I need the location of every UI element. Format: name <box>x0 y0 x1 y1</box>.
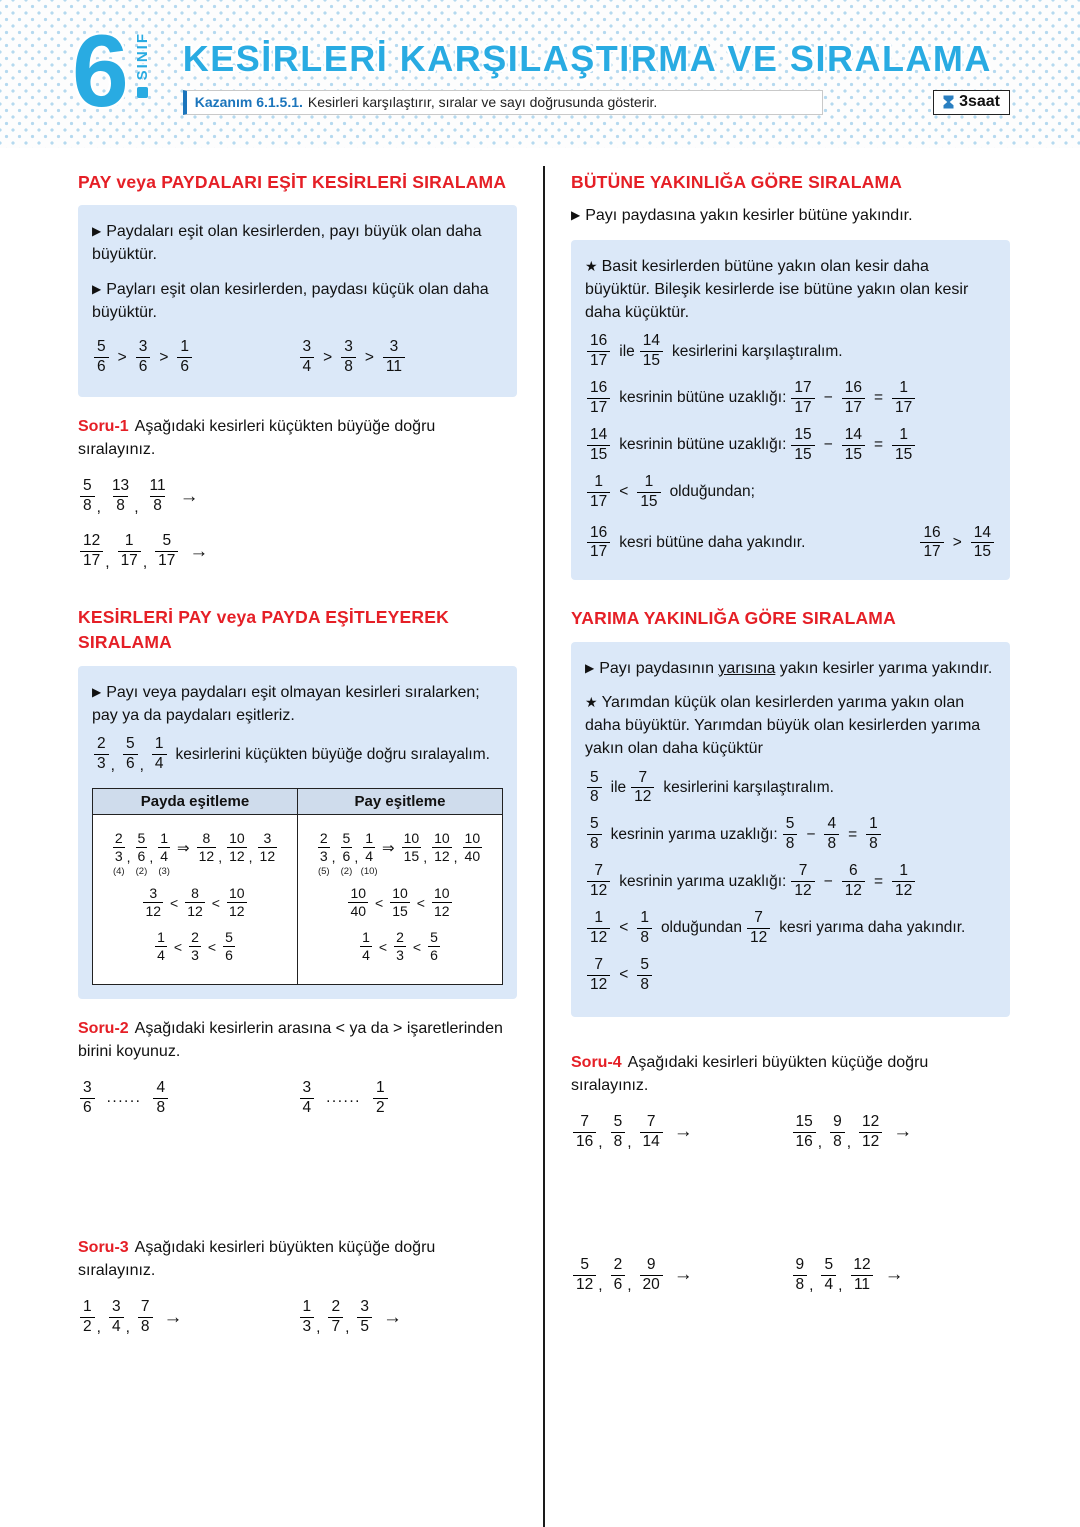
star-item <box>585 256 996 324</box>
math-token: kesirlerini karşılaştıralım. <box>663 778 834 796</box>
fraction: $\frac{12}{12}$ <box>859 1113 882 1152</box>
fraction: $\frac{7}{8}$ <box>138 1298 153 1337</box>
example-fraction-rows <box>92 332 503 383</box>
info-box-equal-parts <box>78 205 517 397</box>
fraction: $\frac{3}{4}$ <box>300 338 315 377</box>
section-heading-equalize: KESİRLERİ PAY veya PAYDA EŞİTLEYEREK SIRALAMA <box>78 607 449 653</box>
math-token: − <box>823 389 833 407</box>
fraction: $\frac{3}{5}$ <box>357 1298 372 1337</box>
bullet-text: Payı veya paydaları eşit olmayan kesirleri sıralarken; pay ya da paydaları eşitleriz. <box>92 683 480 724</box>
math-token: = <box>873 436 884 454</box>
math-token: < <box>619 919 629 937</box>
math-token: = <box>873 872 883 890</box>
fraction: $\frac{10}{12}$ <box>229 830 245 865</box>
fraction: $\frac{8}{12}$ <box>187 885 203 920</box>
fraction-line <box>301 885 499 920</box>
kazanim-bar <box>183 90 823 115</box>
question-3-fractions <box>78 1292 517 1343</box>
fraction: $\frac{15}{16}$ <box>793 1113 816 1152</box>
fraction: $\frac{14}{15}$ <box>842 426 865 465</box>
math-token: < <box>378 938 388 955</box>
fraction: $\frac{1}{4}$ <box>152 735 167 774</box>
fraction: $\frac{5}{17}$ <box>155 532 178 571</box>
result-comparison <box>918 524 996 563</box>
math-token: , <box>316 1319 321 1337</box>
fraction: $\frac{17}{17}$ <box>791 379 814 418</box>
star-icon: ★ <box>585 258 598 275</box>
bullet-text-underlined: yarısına <box>718 659 776 677</box>
math-token: , <box>218 849 223 866</box>
duration-badge <box>933 90 1010 115</box>
right-column <box>571 166 1010 1527</box>
math-token: kesirlerini karşılaştıralım. <box>672 342 843 360</box>
fraction: $\frac{14}{15}$ <box>640 332 663 371</box>
math-token: , <box>96 498 101 516</box>
section-heading-half: YARIMA YAKINLIĞA GÖRE SIRALAMA <box>571 608 896 629</box>
math-token: kesri yarıma daha yakındır. <box>779 919 966 937</box>
fraction: $\frac{1}{4}$ <box>362 929 370 964</box>
distance-line <box>585 862 996 901</box>
bullet-text-pre: Payı paydasının <box>599 659 719 677</box>
fraction-line <box>298 338 504 377</box>
math-token: , <box>139 756 144 774</box>
fraction: $\frac{9}{8}$ <box>793 1256 808 1295</box>
fraction: $\frac{5}{6}$ <box>225 929 233 964</box>
bullet-item <box>92 682 503 727</box>
fraction: $\frac{16}{17}$ <box>587 379 610 418</box>
fraction: $\frac{2}{6}$ <box>611 1256 626 1295</box>
fraction: $\frac{7}{14}$ <box>640 1113 663 1152</box>
triangle-bullet-icon: ▶ <box>92 224 102 239</box>
fraction: $\frac{10}{12}$ <box>228 885 245 920</box>
math-token: , <box>846 1134 851 1152</box>
math-token: < <box>173 938 183 955</box>
info-box-equalize <box>78 666 517 999</box>
math-token: → <box>893 1121 913 1143</box>
fraction: $\frac{1}{3}$ <box>300 1298 315 1337</box>
math-token: → <box>383 1306 402 1328</box>
fraction: $\frac{7}{12}$ <box>791 862 814 901</box>
table-header-pay: Pay eşitleme <box>298 789 503 815</box>
math-token: < <box>619 483 629 501</box>
content-columns <box>0 148 1080 1527</box>
fraction: $\frac{5}{8}$ <box>80 477 95 516</box>
fraction: $\frac{9}{20}$ <box>640 1256 663 1295</box>
multiplier-label: (10) <box>360 866 378 878</box>
math-token: , <box>105 553 110 571</box>
kazanim-row <box>183 90 1010 115</box>
column-divider <box>543 166 545 1527</box>
distance-line <box>585 379 996 418</box>
fraction: $\frac{5}{6}$ <box>430 929 438 964</box>
fraction: $\frac{3}{12}$ <box>145 885 162 920</box>
fraction: $\frac{3}{6}$ <box>80 1079 95 1118</box>
fraction: $\frac{1}{12}$ <box>587 909 610 948</box>
fraction: $\frac{1}{2}$ <box>80 1298 95 1337</box>
fraction: $\frac{1}{8}$ <box>637 909 652 948</box>
math-token: < <box>211 894 220 911</box>
math-token: , <box>627 1277 632 1295</box>
fraction: $\frac{15}{15}$ <box>791 426 814 465</box>
fraction: $\frac{4}{8}$ <box>824 815 839 854</box>
fraction: $\frac{1}{15}$ <box>892 426 915 465</box>
multiplier-label: (2) <box>135 866 148 878</box>
question-1 <box>78 415 517 461</box>
fraction: $\frac{1}{17}$ <box>587 473 610 512</box>
math-token: > <box>364 348 374 366</box>
question-text: Aşağıdaki kesirlerin arasına < ya da > işaretlerinden birini koyunuz. <box>78 1019 503 1060</box>
fraction: $\frac{5}{6}$ <box>94 338 109 377</box>
question-label: Soru-4 <box>571 1053 622 1071</box>
math-token: → <box>673 1121 693 1143</box>
fraction: $\frac{10}{15}$ <box>392 885 408 920</box>
math-token: ...... <box>326 1089 361 1107</box>
fraction: $\frac{1}{15}$ <box>637 473 660 512</box>
table-cell-payda <box>93 815 298 984</box>
multiplier-label: (3) <box>158 866 170 878</box>
triangle-bullet-icon: ▶ <box>571 208 581 223</box>
triangle-bullet-icon: ▶ <box>585 660 595 675</box>
conclusion-line <box>585 909 996 948</box>
math-token: kesrinin bütüne uzaklığı: <box>619 389 787 407</box>
question-text: Aşağıdaki kesirleri küçükten büyüğe doğru sıralayınız. <box>78 418 436 459</box>
question-text: Aşağıdaki kesirleri büyükten küçüğe doğru sıralayınız. <box>571 1053 929 1094</box>
fraction: $\frac{2}{7}$ <box>328 1298 343 1337</box>
fraction: $\frac{3}{8}$ <box>341 338 356 377</box>
fraction-line <box>92 338 298 377</box>
fraction-line <box>96 830 294 878</box>
fraction: $\frac{12}{11}$ <box>850 1256 873 1295</box>
bullet-item <box>571 205 1010 228</box>
math-token: → <box>884 1264 904 1286</box>
math-token: olduğundan; <box>669 483 755 501</box>
math-token: kesri bütüne daha yakındır. <box>619 533 806 551</box>
bullet-text: Payı paydasına yakın kesirler bütüne yakındır. <box>585 207 913 225</box>
math-token: , <box>838 1277 843 1295</box>
math-token: , <box>453 849 458 866</box>
fraction: $\frac{5}{12}$ <box>573 1256 596 1295</box>
fraction: $\frac{2}{3}$ <box>396 929 404 964</box>
bullet-text: Paydaları eşit olan kesirlerden, payı büyük olan daha büyüktür. <box>92 223 482 264</box>
math-token: < <box>412 938 422 955</box>
question-text: Aşağıdaki kesirleri büyükten küçüğe doğru sıralayınız. <box>78 1238 436 1279</box>
fraction: $\frac{16}{17}$ <box>920 524 943 563</box>
grade-label-block <box>134 30 151 98</box>
section-heading-whole: BÜTÜNE YAKINLIĞA GÖRE SIRALAMA <box>571 172 903 192</box>
fraction: $\frac{3}{4}$ <box>300 1079 315 1118</box>
duration-label: 3saat <box>959 93 1000 110</box>
fraction: $\frac{14}{15}$ <box>971 524 994 563</box>
fraction: 2 3 (4) <box>112 830 125 878</box>
math-token: > <box>117 348 127 366</box>
question-3-block <box>78 1236 517 1343</box>
math-token: kesrinin yarıma uzaklığı: <box>610 825 778 843</box>
fraction: 5 6 (2) <box>340 830 353 878</box>
multiplier-label: (2) <box>340 866 353 878</box>
math-token: , <box>248 849 253 866</box>
result-row <box>585 520 996 567</box>
question-4-block <box>571 1051 1010 1301</box>
math-token: = <box>848 825 858 843</box>
math-token: − <box>823 436 833 454</box>
math-token: , <box>598 1134 603 1152</box>
fraction: $\frac{7}{12}$ <box>587 862 610 901</box>
fraction: 1 4 (10) <box>360 830 378 878</box>
result-comparison <box>585 956 996 995</box>
math-token: , <box>598 1277 603 1295</box>
multiplier-label: (4) <box>112 866 125 878</box>
comparison-table <box>92 788 503 984</box>
fraction: $\frac{10}{15}$ <box>403 830 420 865</box>
fraction: 1 4 (3) <box>158 830 170 878</box>
page-header <box>0 0 1080 148</box>
fraction: $\frac{7}{12}$ <box>587 956 610 995</box>
math-token: < <box>207 938 217 955</box>
math-token: = <box>873 389 884 407</box>
math-token: , <box>149 849 154 866</box>
fraction: $\frac{1}{4}$ <box>157 929 165 964</box>
fraction: $\frac{3}{12}$ <box>259 830 276 865</box>
math-token: kesrinin yarıma uzaklığı: <box>619 872 787 890</box>
fraction-line <box>791 1256 1011 1295</box>
math-token: < <box>619 966 629 984</box>
math-token: ...... <box>106 1089 142 1107</box>
fraction: $\frac{16}{17}$ <box>587 524 610 563</box>
math-token: > <box>952 533 962 551</box>
math-token: < <box>170 894 179 911</box>
question-label: Soru-2 <box>78 1019 129 1037</box>
fraction: $\frac{13}{8}$ <box>111 477 130 515</box>
math-token: ⇒ <box>177 839 190 857</box>
triangle-bullet-icon: ▶ <box>92 281 102 296</box>
fraction: $\frac{2}{3}$ <box>191 929 199 964</box>
left-column <box>78 166 517 1527</box>
math-token: , <box>110 756 115 774</box>
fraction: $\frac{5}{6}$ <box>123 735 138 774</box>
info-box-whole <box>571 240 1010 580</box>
fraction: 2 3 (5) <box>317 830 330 878</box>
math-token: → <box>189 540 209 562</box>
math-token: , <box>331 849 336 866</box>
fraction: 5 6 (2) <box>135 830 148 878</box>
fraction: $\frac{7}{12}$ <box>631 769 654 808</box>
fraction-line <box>78 1298 298 1337</box>
table-header-payda: Payda eşitleme <box>93 789 298 815</box>
bullet-item <box>585 658 996 681</box>
math-token: , <box>134 498 139 516</box>
bullet-item <box>92 221 503 266</box>
fraction-line <box>96 929 294 964</box>
header-main <box>183 0 1010 115</box>
math-token: ile <box>610 778 627 796</box>
hourglass-icon <box>943 95 954 110</box>
fraction-line <box>301 929 499 964</box>
result-text-line <box>585 524 808 563</box>
fraction: $\frac{10}{40}$ <box>464 830 481 865</box>
math-token: , <box>345 1319 350 1337</box>
fraction-line <box>298 1298 518 1337</box>
triangle-bullet-icon: ▶ <box>92 684 102 699</box>
fraction: $\frac{5}{8}$ <box>611 1113 626 1152</box>
math-token: → <box>673 1264 693 1286</box>
fraction: $\frac{5}{8}$ <box>587 769 602 808</box>
fraction: $\frac{3}{6}$ <box>136 338 151 377</box>
question-2-fractions <box>78 1073 517 1124</box>
table-cell-pay <box>298 815 503 984</box>
math-token: − <box>806 825 816 843</box>
fraction: $\frac{14}{15}$ <box>587 426 610 465</box>
fraction-line <box>571 1113 791 1152</box>
question-4-fractions-row2 <box>571 1250 1010 1301</box>
grade-badge <box>72 0 151 128</box>
star-text: Yarımdan küçük olan kesirlerden yarıma yakın olan daha büyüktür. Yarımdan büyük olan kesirlerden yarıma yakın olan daha küçüktür <box>585 694 981 757</box>
fraction: $\frac{7}{12}$ <box>747 909 770 948</box>
multiplier-label: (5) <box>317 866 330 878</box>
math-token: → <box>179 485 199 507</box>
conclusion-line <box>585 473 996 512</box>
question-2 <box>78 1017 517 1063</box>
grade-label: SINIF <box>133 32 151 81</box>
question-4-fractions-row1 <box>571 1107 1010 1158</box>
fraction: $\frac{1}{2}$ <box>373 1079 388 1118</box>
distance-line <box>585 426 996 465</box>
question-1-fractions-b <box>78 532 517 571</box>
math-token: , <box>817 1134 823 1152</box>
math-token: ⇒ <box>382 839 395 857</box>
fraction: $\frac{16}{17}$ <box>587 332 610 371</box>
math-token: , <box>809 1277 814 1295</box>
fraction: $\frac{12}{17}$ <box>80 532 103 571</box>
question-label: Soru-1 <box>78 418 129 436</box>
math-token: → <box>163 1306 183 1328</box>
question-1-fractions-a <box>78 477 517 516</box>
question-4 <box>571 1051 1010 1097</box>
fraction-line <box>791 1113 1011 1152</box>
bullet-item <box>92 279 503 324</box>
fraction: $\frac{5}{4}$ <box>821 1256 836 1295</box>
math-token: , <box>142 553 148 571</box>
star-icon: ★ <box>585 694 598 711</box>
math-token: ile <box>619 342 635 360</box>
fraction: $\frac{10}{40}$ <box>350 885 367 920</box>
math-token: olduğundan <box>660 919 742 937</box>
fraction: $\frac{16}{17}$ <box>842 379 865 418</box>
fraction: $\frac{9}{8}$ <box>830 1113 845 1152</box>
fraction: $\frac{1}{17}$ <box>892 379 915 418</box>
example-intro-line <box>585 769 996 808</box>
page-title: KESİRLERİ KARŞILAŞTIRMA VE SIRALAMA <box>182 38 992 79</box>
fraction: $\frac{6}{12}$ <box>842 862 865 901</box>
math-token: , <box>126 849 131 866</box>
math-token: > <box>159 348 169 366</box>
fraction-line <box>78 1079 298 1118</box>
math-token: kesrinin bütüne uzaklığı: <box>619 436 787 454</box>
fraction: $\frac{10}{12}$ <box>433 885 450 920</box>
fraction-line <box>298 1079 518 1118</box>
question-label: Soru-3 <box>78 1238 129 1256</box>
star-text: Basit kesirlerden bütüne yakın olan kesir daha büyüktür. Bileşik kesirlerde ise bütüne yakın olan kesir daha küçüktür. <box>585 258 969 321</box>
math-token: , <box>627 1134 632 1152</box>
exclamation-dot <box>137 87 148 98</box>
fraction: $\frac{5}{8}$ <box>783 815 798 854</box>
kazanim-text: Kesirleri karşılaştırır, sıralar ve sayı doğrusunda gösterir. <box>307 94 658 110</box>
math-token: , <box>423 849 428 866</box>
grade-number: 6 <box>72 14 129 128</box>
fraction-line <box>571 1256 791 1295</box>
kazanim-code: Kazanım 6.1.5.1. <box>194 94 303 110</box>
fraction: $\frac{8}{12}$ <box>198 830 215 865</box>
fraction: $\frac{11}{8}$ <box>149 477 166 515</box>
fraction: $\frac{1}{8}$ <box>866 815 881 854</box>
fraction: $\frac{3}{4}$ <box>109 1298 124 1337</box>
question-3 <box>78 1236 517 1282</box>
math-token: , <box>125 1319 130 1337</box>
math-token: − <box>823 872 833 890</box>
fraction: $\frac{4}{8}$ <box>153 1079 168 1118</box>
fraction: $\frac{7}{16}$ <box>573 1113 596 1152</box>
example-intro-line <box>585 332 996 371</box>
math-token: < <box>416 894 425 911</box>
example-intro-line <box>92 735 503 774</box>
fraction: $\frac{10}{12}$ <box>434 830 450 865</box>
bullet-text-post: yakın kesirler yarıma yakındır. <box>775 659 993 677</box>
bullet-text: Payları eşit olan kesirlerden, paydası küçük olan daha büyüktür. <box>92 280 489 321</box>
distance-line <box>585 815 996 854</box>
fraction-line <box>301 830 499 878</box>
math-token: , <box>354 849 359 866</box>
fraction: $\frac{1}{12}$ <box>892 862 915 901</box>
math-token: < <box>375 894 384 911</box>
section-heading-equal-parts: PAY veya PAYDALARI EŞİT KESİRLERİ SIRALAMA <box>78 172 507 192</box>
math-token: > <box>323 348 333 366</box>
fraction: $\frac{1}{6}$ <box>177 338 192 377</box>
info-box-half <box>571 642 1010 1017</box>
math-token: kesirlerini küçükten büyüğe doğru sıralayalım. <box>175 745 490 763</box>
fraction: $\frac{1}{17}$ <box>118 532 141 571</box>
fraction: $\frac{2}{3}$ <box>94 735 109 774</box>
fraction: $\frac{5}{8}$ <box>587 815 602 854</box>
fraction: $\frac{3}{11}$ <box>383 338 405 377</box>
math-token: , <box>96 1319 101 1337</box>
fraction-line <box>96 885 294 920</box>
star-item <box>585 692 996 760</box>
fraction: $\frac{5}{8}$ <box>637 956 652 995</box>
